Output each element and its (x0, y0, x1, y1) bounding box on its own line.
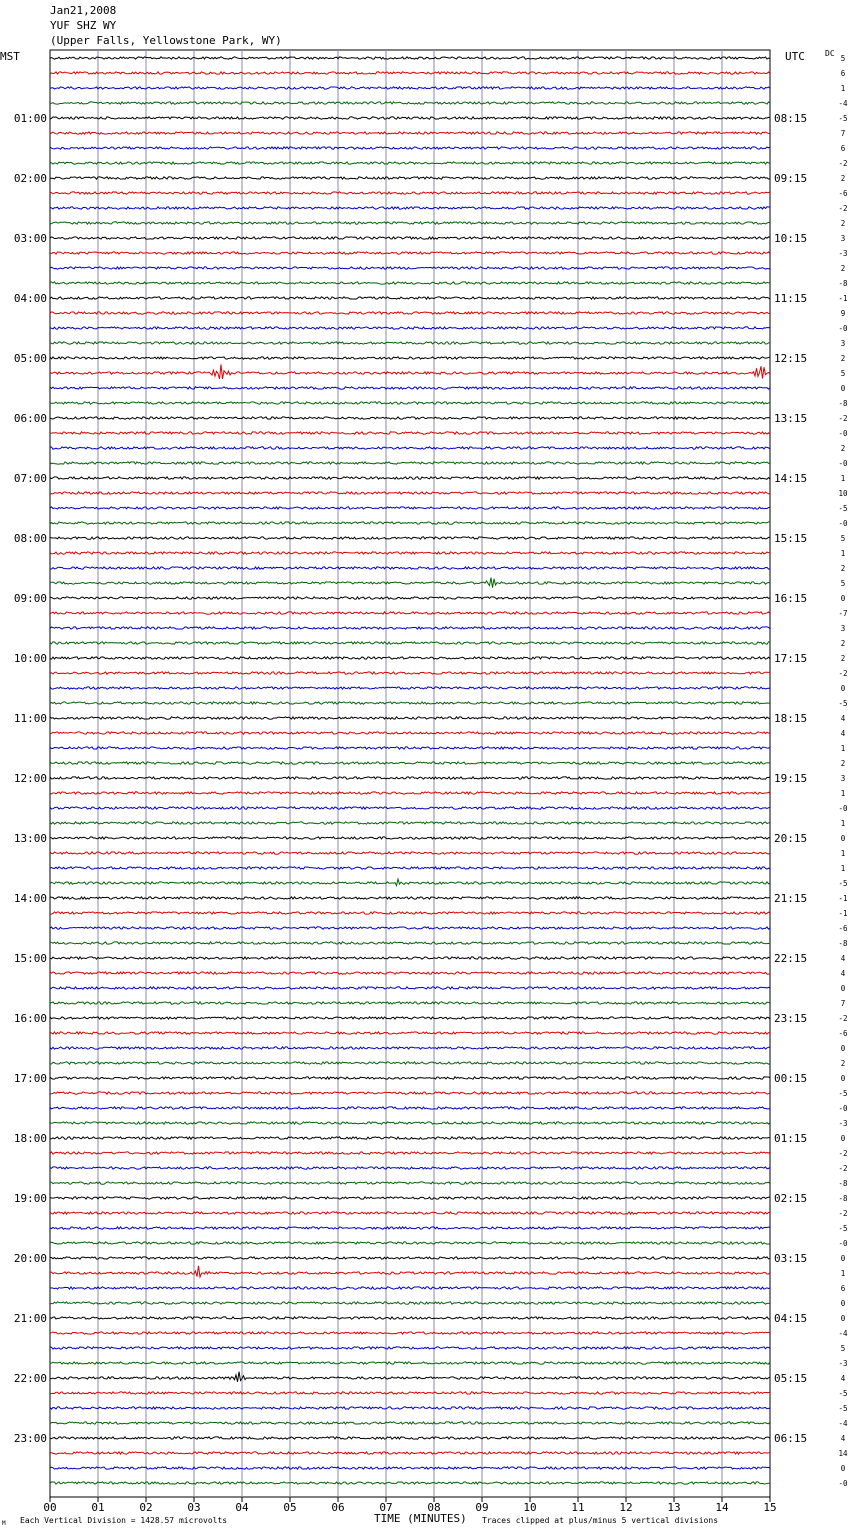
utc-hour-label: 22:15 (774, 952, 808, 965)
seismic-trace (50, 252, 770, 254)
dc-offset-label: 0 (840, 1044, 846, 1053)
seismic-trace (50, 927, 770, 929)
dc-offset-label: -5 (838, 114, 848, 123)
mst-hour-label: 15:00 (13, 952, 47, 965)
dc-offset-label: -6 (838, 924, 848, 933)
seismic-trace (50, 702, 770, 704)
dc-offset-label: -8 (838, 939, 848, 948)
dc-offset-label: 0 (840, 984, 846, 993)
dc-offset-label: -3 (838, 1119, 848, 1128)
scale-note: Each Vertical Division = 1428.57 microvolts (20, 1516, 228, 1525)
dc-offset-label: 1 (840, 819, 846, 828)
seismic-trace (50, 447, 770, 449)
utc-hour-label: 08:15 (774, 112, 808, 125)
mst-hour-label: 12:00 (13, 772, 47, 785)
seismic-trace (50, 762, 770, 764)
dc-offset-label: 3 (840, 234, 846, 243)
seismic-trace (50, 1227, 770, 1229)
dc-offset-label: -8 (838, 279, 848, 288)
seismic-trace (50, 687, 770, 689)
seismic-trace (50, 852, 770, 854)
seismic-trace (50, 942, 770, 944)
dc-offset-label: 0 (840, 834, 846, 843)
x-tick-label: 00 (43, 1501, 57, 1514)
utc-hour-label: 01:15 (774, 1132, 808, 1145)
seismic-trace (50, 492, 770, 494)
dc-offset-label: -8 (838, 1179, 848, 1188)
seismic-trace (50, 552, 770, 554)
dc-column-label: DC (825, 49, 835, 58)
dc-offset-label: 2 (840, 354, 846, 363)
dc-offset-label: 0 (840, 684, 846, 693)
dc-offset-label: -1 (838, 894, 848, 903)
seismic-trace (50, 1422, 770, 1424)
dc-offset-label: 2 (840, 654, 846, 663)
seismic-trace (50, 462, 770, 464)
seismic-trace (50, 477, 770, 479)
dc-offset-label: 0 (840, 1464, 846, 1473)
dc-offset-label: -4 (838, 1329, 848, 1338)
dc-offset-label: -5 (838, 1404, 848, 1413)
seismic-trace (50, 364, 770, 379)
mst-hour-label: 03:00 (13, 232, 47, 245)
dc-offset-label: 14 (838, 1449, 848, 1458)
dc-offset-label: 5 (840, 1344, 846, 1353)
dc-offset-label: -0 (838, 459, 848, 468)
seismic-trace (50, 567, 770, 569)
seismic-trace (50, 1242, 770, 1244)
dc-offset-label: 4 (840, 729, 846, 738)
seismic-trace (50, 1182, 770, 1184)
dc-offset-label: -0 (838, 1104, 848, 1113)
dc-offset-label: 2 (840, 1059, 846, 1068)
dc-offset-label: -2 (838, 159, 848, 168)
dc-offset-label: 9 (840, 309, 846, 318)
seismic-trace (50, 912, 770, 914)
dc-offset-label: 1 (840, 849, 846, 858)
seismic-trace (50, 1372, 770, 1382)
header-station: YUF SHZ WY (50, 19, 117, 32)
clip-note: Traces clipped at plus/minus 5 vertical divisions (482, 1516, 719, 1525)
seismic-trace (50, 312, 770, 314)
x-tick-label: 06 (331, 1501, 345, 1514)
seismic-trace (50, 1152, 770, 1154)
dc-offset-label: 1 (840, 549, 846, 558)
seismic-trace (50, 1482, 770, 1484)
dc-offset-label: -5 (838, 504, 848, 513)
seismic-trace (50, 717, 770, 719)
seismic-trace (50, 867, 770, 869)
right-timezone-label: UTC (785, 50, 805, 63)
seismic-trace (50, 1257, 770, 1259)
seismic-trace (50, 162, 770, 164)
dc-offset-label: 0 (840, 1074, 846, 1083)
seismic-trace (50, 222, 770, 224)
mst-hour-labels (14, 112, 47, 1445)
seismic-trace (50, 1047, 770, 1049)
seismic-trace (50, 1392, 770, 1394)
dc-offset-label: 4 (840, 1374, 846, 1383)
dc-offset-label: -0 (838, 804, 848, 813)
seismic-trace (50, 1266, 770, 1277)
mst-hour-label: 23:00 (13, 1432, 47, 1445)
mst-hour-label: 10:00 (13, 652, 47, 665)
seismic-trace (50, 837, 770, 839)
seismic-trace (50, 72, 770, 74)
dc-offset-label: -5 (838, 879, 848, 888)
seismic-trace (50, 57, 770, 59)
dc-offset-label: 5 (840, 54, 846, 63)
x-tick-label: 08 (427, 1501, 441, 1514)
seismic-trace (50, 147, 770, 149)
x-tick-label: 07 (379, 1501, 393, 1514)
utc-hour-label: 02:15 (774, 1192, 808, 1205)
utc-hour-label: 19:15 (774, 772, 808, 785)
dc-offset-label: -5 (838, 1389, 848, 1398)
seismic-trace (50, 672, 770, 674)
seismic-trace (50, 1437, 770, 1439)
x-axis-label: TIME (MINUTES) (374, 1512, 467, 1525)
seismic-trace (50, 327, 770, 329)
x-tick-label: 02 (139, 1501, 153, 1514)
x-tick-label: 05 (283, 1501, 297, 1514)
mst-hour-label: 11:00 (13, 712, 47, 725)
dc-offset-label: -4 (838, 1419, 848, 1428)
mst-hour-label: 06:00 (13, 412, 47, 425)
dc-offset-label: 1 (840, 84, 846, 93)
dc-offset-label: 3 (840, 774, 846, 783)
dc-offset-label: -2 (838, 1014, 848, 1023)
dc-offset-label: -2 (838, 1164, 848, 1173)
dc-offset-label: -2 (838, 1209, 848, 1218)
dc-offset-label: 1 (840, 789, 846, 798)
utc-hour-labels (774, 112, 807, 1445)
seismic-trace (50, 897, 770, 899)
header-location: (Upper Falls, Yellowstone Park, WY) (50, 34, 282, 47)
seismic-trace (50, 657, 770, 659)
seismic-trace (50, 432, 770, 434)
mst-hour-label: 13:00 (13, 832, 47, 845)
seismic-trace (50, 1467, 770, 1469)
dc-offset-label: 6 (840, 69, 846, 78)
dc-offset-label: -2 (838, 1149, 848, 1158)
utc-hour-label: 05:15 (774, 1372, 808, 1385)
seismic-trace (50, 747, 770, 749)
dc-offset-label: 4 (840, 969, 846, 978)
dc-offset-label: 0 (840, 384, 846, 393)
seismic-trace (50, 642, 770, 644)
dc-offset-label: 3 (840, 624, 846, 633)
dc-offset-label: 2 (840, 639, 846, 648)
dc-offset-label: 1 (840, 474, 846, 483)
seismic-trace (50, 417, 770, 419)
dc-offset-label: 0 (840, 1134, 846, 1143)
seismic-trace (50, 1302, 770, 1304)
dc-offset-label: -7 (838, 609, 848, 618)
seismic-trace (50, 972, 770, 974)
dc-offset-label: -2 (838, 414, 848, 423)
dc-offset-label: 2 (840, 174, 846, 183)
seismic-trace (50, 87, 770, 89)
dc-offset-label: 2 (840, 444, 846, 453)
mst-hour-label: 16:00 (13, 1012, 47, 1025)
utc-hour-label: 23:15 (774, 1012, 808, 1025)
dc-offset-label: -3 (838, 249, 848, 258)
dc-offset-label: 2 (840, 759, 846, 768)
seismic-trace (50, 627, 770, 629)
dc-offset-labels (838, 54, 848, 1488)
x-tick-label: 11 (571, 1501, 585, 1514)
mst-hour-label: 07:00 (13, 472, 47, 485)
x-tick-label: 15 (763, 1501, 777, 1514)
utc-hour-label: 11:15 (774, 292, 808, 305)
mst-hour-label: 21:00 (13, 1312, 47, 1325)
seismic-trace (50, 267, 770, 269)
dc-offset-label: 7 (840, 129, 846, 138)
utc-hour-label: 15:15 (774, 532, 808, 545)
utc-hour-label: 20:15 (774, 832, 808, 845)
seismic-trace (50, 732, 770, 734)
utc-hour-label: 14:15 (774, 472, 808, 485)
mst-hour-label: 19:00 (13, 1192, 47, 1205)
mst-hour-label: 17:00 (13, 1072, 47, 1085)
utc-hour-label: 10:15 (774, 232, 808, 245)
dc-offset-label: -8 (838, 1194, 848, 1203)
seismic-trace (50, 1122, 770, 1124)
dc-offset-label: 4 (840, 714, 846, 723)
left-timezone-label: MST (0, 50, 20, 63)
dc-offset-label: 4 (840, 954, 846, 963)
x-tick-label: 10 (523, 1501, 537, 1514)
dc-offset-label: -0 (838, 429, 848, 438)
mst-hour-label: 08:00 (13, 532, 47, 545)
utc-hour-label: 16:15 (774, 592, 808, 605)
utc-hour-label: 03:15 (774, 1252, 808, 1265)
dc-offset-label: 2 (840, 219, 846, 228)
dc-offset-label: 0 (840, 1314, 846, 1323)
seismic-trace (50, 879, 770, 885)
dc-offset-label: 10 (838, 489, 848, 498)
dc-offset-label: -8 (838, 399, 848, 408)
trace-group (50, 57, 770, 1484)
mst-hour-label: 14:00 (13, 892, 47, 905)
mst-hour-label: 22:00 (13, 1372, 47, 1385)
utc-hour-label: 12:15 (774, 352, 808, 365)
utc-hour-label: 00:15 (774, 1072, 808, 1085)
dc-offset-label: 5 (840, 579, 846, 588)
dc-offset-label: 0 (840, 1254, 846, 1263)
dc-offset-label: -1 (838, 294, 848, 303)
mst-hour-label: 05:00 (13, 352, 47, 365)
mst-hour-label: 20:00 (13, 1252, 47, 1265)
seismic-trace (50, 1212, 770, 1214)
seismic-trace (50, 402, 770, 404)
seismic-trace (50, 507, 770, 509)
x-tick-label: 04 (235, 1501, 249, 1514)
seismic-trace (50, 1017, 770, 1019)
utc-hour-label: 13:15 (774, 412, 808, 425)
x-tick-label: 09 (475, 1501, 489, 1514)
seismic-trace (50, 1287, 770, 1289)
seismic-trace (50, 522, 770, 524)
dc-offset-label: 5 (840, 369, 846, 378)
seismic-trace (50, 1317, 770, 1319)
x-tick-label: 14 (715, 1501, 729, 1514)
utc-hour-label: 18:15 (774, 712, 808, 725)
utc-hour-label: 06:15 (774, 1432, 808, 1445)
dc-offset-label: -0 (838, 324, 848, 333)
seismic-trace (50, 207, 770, 209)
seismic-trace (50, 597, 770, 599)
x-tick-label: 03 (187, 1501, 201, 1514)
seismic-trace (50, 192, 770, 194)
dc-offset-label: 2 (840, 564, 846, 573)
dc-offset-label: 4 (840, 1434, 846, 1443)
seismic-trace (50, 537, 770, 539)
seismic-trace (50, 117, 770, 119)
utc-hour-label: 17:15 (774, 652, 808, 665)
dc-offset-label: -2 (838, 204, 848, 213)
dc-offset-label: -2 (838, 669, 848, 678)
seismic-trace (50, 297, 770, 299)
dc-offset-label: -5 (838, 1224, 848, 1233)
seismic-trace (50, 612, 770, 614)
seismic-trace (50, 1077, 770, 1079)
dc-offset-label: -0 (838, 519, 848, 528)
dc-offset-label: 0 (840, 594, 846, 603)
seismic-trace (50, 777, 770, 779)
seismic-trace (50, 177, 770, 179)
dc-offset-label: 6 (840, 144, 846, 153)
header-date: Jan21,2008 (50, 4, 117, 17)
dc-offset-label: -0 (838, 1239, 848, 1248)
seismic-trace (50, 1137, 770, 1139)
dc-offset-label: 0 (840, 1299, 846, 1308)
seismic-trace (50, 1332, 770, 1334)
utc-hour-label: 21:15 (774, 892, 808, 905)
x-tick-label: 12 (619, 1501, 633, 1514)
seismic-trace (50, 987, 770, 989)
seismic-trace (50, 807, 770, 809)
dc-offset-label: -5 (838, 699, 848, 708)
dc-offset-label: -1 (838, 909, 848, 918)
seismic-trace (50, 1362, 770, 1364)
dc-offset-label: -5 (838, 1089, 848, 1098)
dc-offset-label: -6 (838, 1029, 848, 1038)
seismic-trace (50, 957, 770, 959)
seismic-trace (50, 578, 770, 588)
dc-offset-label: 1 (840, 744, 846, 753)
seismic-trace (50, 282, 770, 284)
seismic-trace (50, 132, 770, 134)
dc-offset-label: 7 (840, 999, 846, 1008)
dc-offset-label: -6 (838, 189, 848, 198)
mst-hour-label: 02:00 (13, 172, 47, 185)
seismic-trace (50, 792, 770, 794)
utc-hour-label: 04:15 (774, 1312, 808, 1325)
seismic-trace (50, 1452, 770, 1454)
dc-offset-label: 5 (840, 534, 846, 543)
dc-offset-label: -3 (838, 1359, 848, 1368)
seismic-trace (50, 1002, 770, 1004)
seismic-trace (50, 102, 770, 104)
mst-hour-label: 01:00 (13, 112, 47, 125)
seismic-trace (50, 1032, 770, 1034)
dc-offset-label: 2 (840, 264, 846, 273)
dc-offset-label: 1 (840, 1269, 846, 1278)
mst-hour-label: 18:00 (13, 1132, 47, 1145)
seismic-trace (50, 822, 770, 824)
seismic-trace (50, 1407, 770, 1409)
dc-offset-label: 1 (840, 864, 846, 873)
dc-offset-label: 6 (840, 1284, 846, 1293)
seismic-trace (50, 237, 770, 239)
dc-offset-label: -0 (838, 1479, 848, 1488)
dc-offset-label: 3 (840, 339, 846, 348)
seismic-trace (50, 342, 770, 344)
mst-hour-label: 09:00 (13, 592, 47, 605)
utc-hour-label: 09:15 (774, 172, 808, 185)
x-tick-label: 13 (667, 1501, 681, 1514)
seismic-trace (50, 387, 770, 389)
mst-hour-label: 04:00 (13, 292, 47, 305)
corner-mark: M (2, 1520, 6, 1527)
seismic-trace (50, 1107, 770, 1109)
seismic-trace (50, 1062, 770, 1064)
seismic-trace (50, 1347, 770, 1349)
seismic-trace (50, 357, 770, 359)
seismic-trace (50, 1197, 770, 1199)
dc-offset-label: -4 (838, 99, 848, 108)
seismic-trace (50, 1167, 770, 1169)
x-tick-label: 01 (91, 1501, 105, 1514)
seismic-trace (50, 1092, 770, 1094)
